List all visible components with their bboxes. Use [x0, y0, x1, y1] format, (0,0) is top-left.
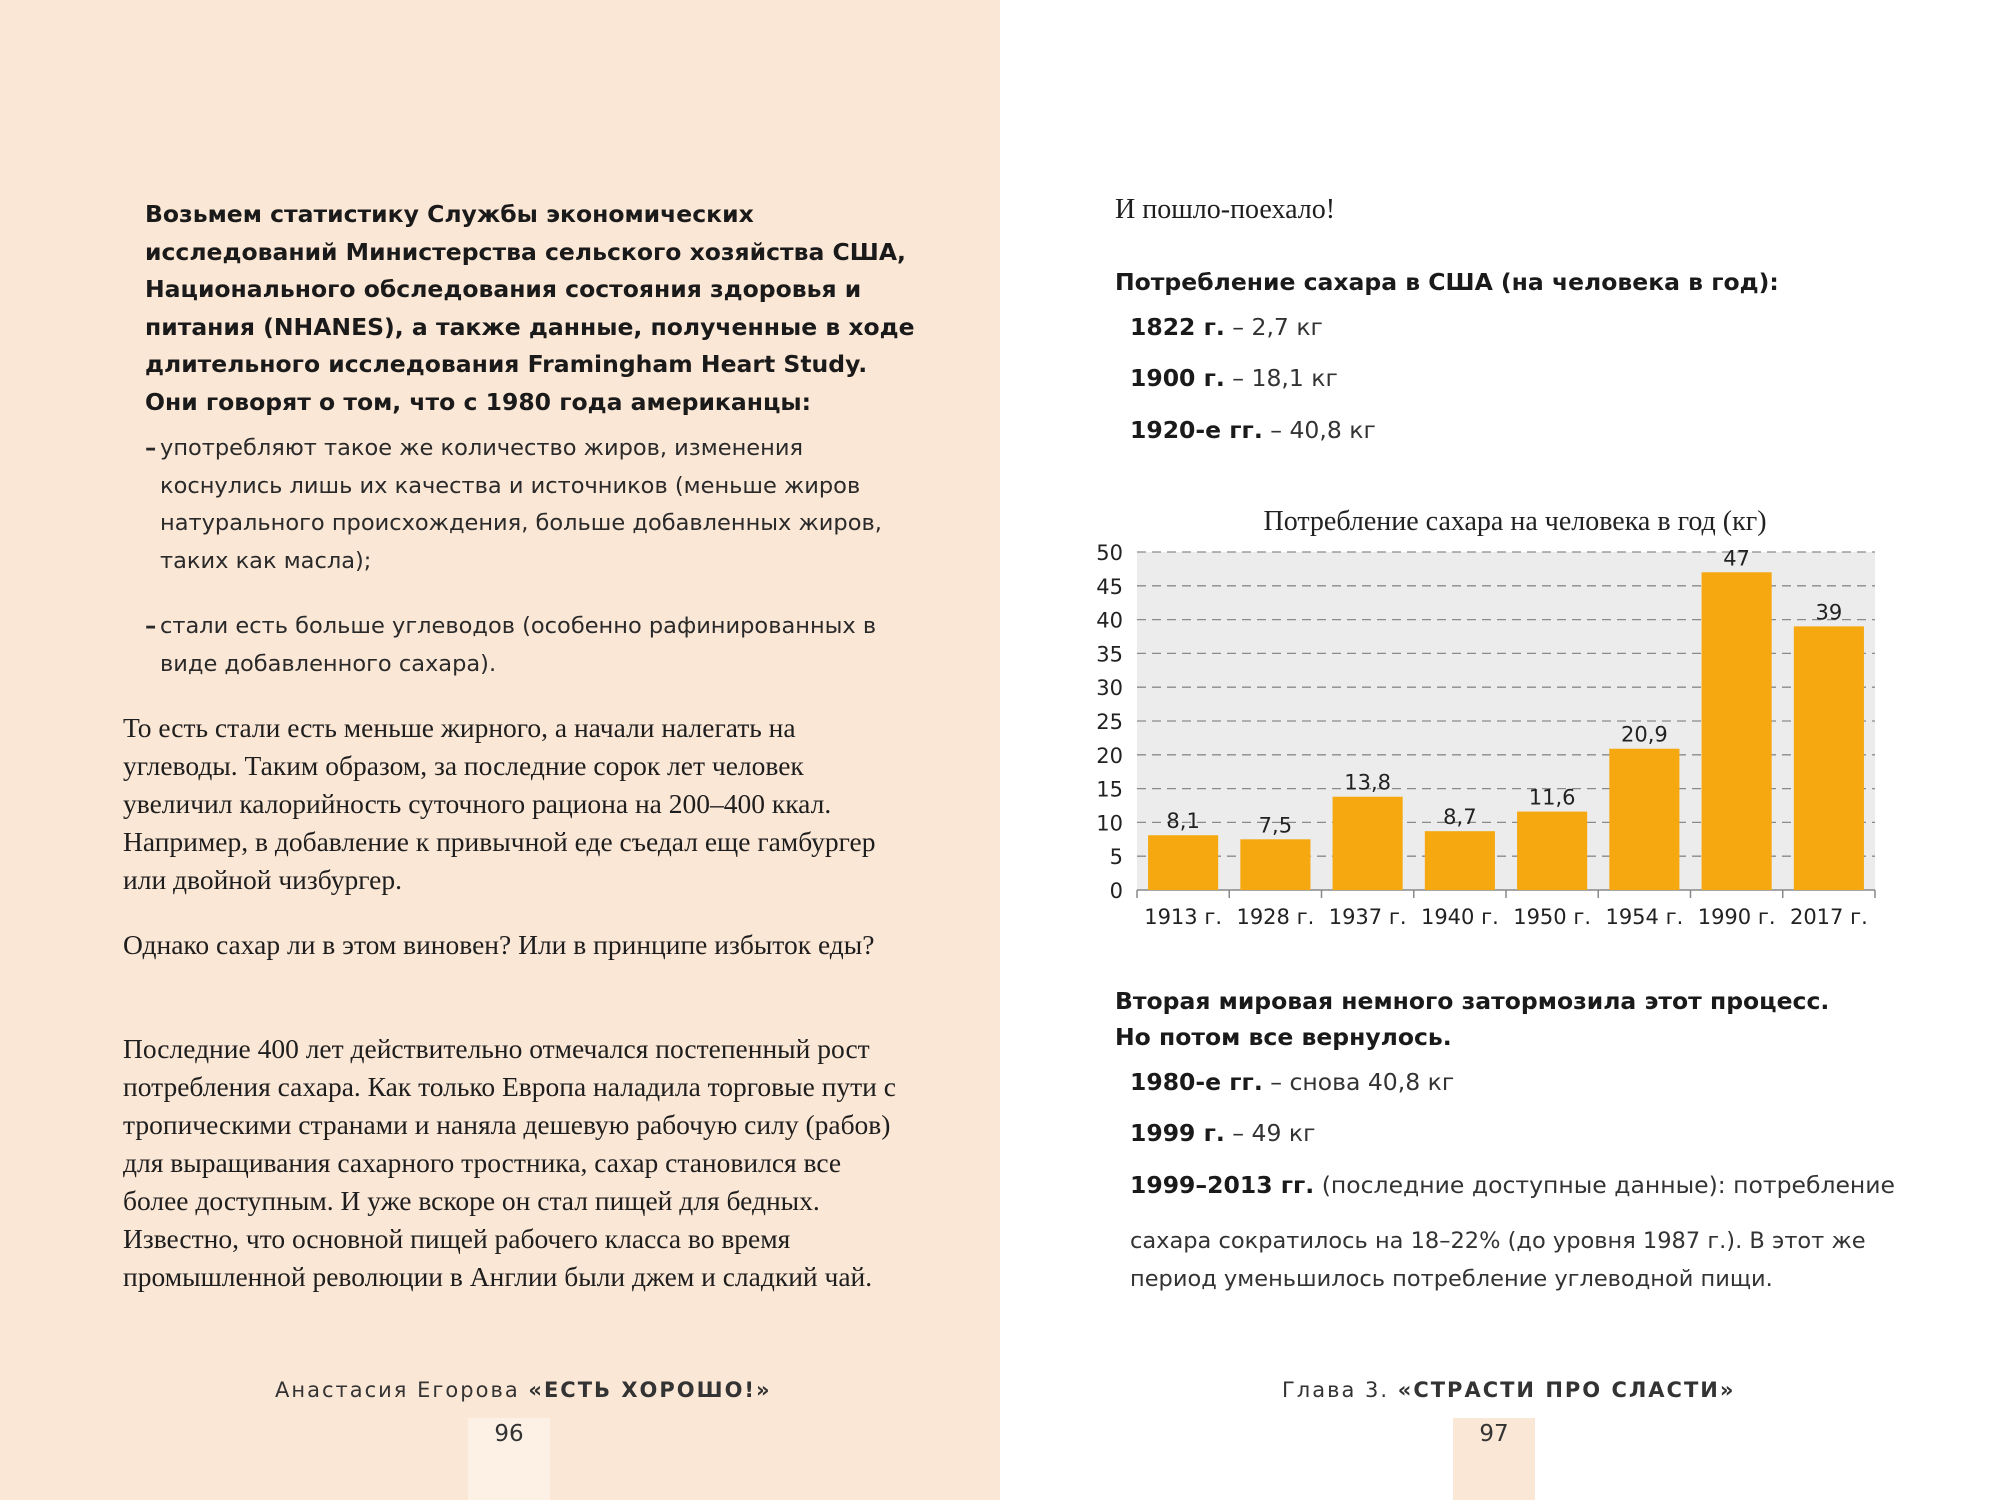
- footer-chapter-title: «СТРАСТИ ПРО СЛАСТИ»: [1397, 1378, 1736, 1402]
- x-tick-label: 1940 г.: [1420, 905, 1499, 929]
- bullet-dash: –: [145, 435, 157, 461]
- note-paragraph: сахара сократилось на 18–22% (до уровня 1987 г.). В этот же период уменьшилось потребление углеводной пищи.: [1130, 1228, 1866, 1292]
- data-label: 13,8: [1344, 770, 1392, 795]
- sugar-consumption-chart: [1075, 495, 1895, 945]
- x-tick-label: 1928 г.: [1236, 905, 1315, 929]
- data-label: 7,5: [1258, 813, 1293, 838]
- y-tick-label: 35: [1096, 642, 1123, 667]
- bar-6: [1609, 749, 1679, 890]
- stat-item: [1130, 1119, 1315, 1147]
- bar-7: [1702, 572, 1772, 890]
- stat-item: [1130, 1171, 1895, 1199]
- x-tick-label: 1990 г.: [1697, 905, 1776, 929]
- x-tick-label: 1954 г.: [1605, 905, 1684, 929]
- data-label: 8,1: [1166, 809, 1200, 834]
- data-label: 39: [1815, 600, 1843, 625]
- subhead-ww2-line1: Вторая мировая немного затормозила этот процесс.: [1115, 987, 1830, 1015]
- stat-item: [1130, 1068, 1454, 1096]
- stat-value: – 18,1 кг: [1232, 364, 1338, 392]
- body-paragraph-2: Однако сахар ли в этом виновен? Или в принципе избыток еды?: [123, 929, 875, 960]
- y-tick-label: 45: [1096, 574, 1123, 599]
- stat-label: 1822 г.: [1130, 313, 1225, 341]
- stat-value: – 2,7 кг: [1232, 313, 1323, 341]
- stat-label: 1980-е гг.: [1130, 1068, 1263, 1096]
- x-tick-label: 2017 г.: [1789, 905, 1868, 929]
- body-paragraph-3: Последние 400 лет действительно отмечался постепенный рост потребления сахара. Как только Европа наладила торговые пути с тропическими странами и наняла дешевую рабочую силу (рабов) для выращивания сахарного тростника, сахар становился все более доступным. И уже вскоре он стал пищей для бедных. Известно, что основной пищей рабочего класса во время промышленной революции в Англии были джем и сладкий чай.: [123, 1033, 896, 1292]
- stat-value: – 49 кг: [1232, 1119, 1316, 1147]
- y-tick-label: 10: [1096, 811, 1123, 836]
- bar-5: [1517, 812, 1587, 890]
- body-paragraph-1: То есть стали есть меньше жирного, а начали налегать на углеводы. Таким образом, за последние сорок лет человек увеличил калорийность суточного рациона на 200–400 ккал. Например, в добавление к привычной еде съедал еще гамбургер или двойной чизбургер.: [123, 712, 876, 895]
- footer-author: Анастасия Егорова: [275, 1378, 520, 1402]
- stat-label: 1920-е гг.: [1130, 416, 1263, 444]
- data-label: 11,6: [1528, 785, 1576, 810]
- stat-item: [1130, 364, 1338, 392]
- bar-2: [1240, 839, 1310, 890]
- list-item: [145, 430, 915, 580]
- footer-right: [1282, 1378, 1735, 1402]
- page-number-left: 96: [494, 1421, 524, 1447]
- chart-title: Потребление сахара на человека в год (кг): [1263, 506, 1767, 537]
- bar-8: [1794, 626, 1864, 890]
- x-tick-label: 1937 г.: [1328, 905, 1407, 929]
- footer-left: [275, 1378, 772, 1402]
- intro-paragraph: Возьмем статистику Службы экономических исследований Министерства сельского хозяйства США, Национального обследования состояния здоровья и питания (NHANES), а также данные, полученные в ходе длительного исследования Framingham Heart Study. Они говорят о том, что с 1980 года американцы:: [145, 200, 915, 416]
- bar-4: [1425, 831, 1495, 890]
- footer-book-title: «ЕСТЬ ХОРОШО!»: [528, 1378, 772, 1402]
- bar-1: [1148, 835, 1218, 890]
- data-label: 8,7: [1443, 805, 1477, 830]
- bar-3: [1333, 797, 1403, 890]
- y-tick-label: 20: [1096, 743, 1123, 768]
- list-item: [145, 608, 915, 683]
- y-tick-label: 30: [1096, 676, 1123, 701]
- stat-label: 1900 г.: [1130, 364, 1225, 392]
- subhead-ww2-line2: Но потом все вернулось.: [1115, 1023, 1452, 1051]
- data-label: 20,9: [1620, 722, 1668, 747]
- y-tick-label: 15: [1096, 777, 1123, 802]
- stat-label: 1999–2013 гг.: [1130, 1171, 1315, 1199]
- y-tick-label: 25: [1096, 710, 1123, 734]
- chart-body: [1096, 541, 1875, 929]
- stat-value: – снова 40,8 кг: [1270, 1068, 1455, 1096]
- bullet-text: употребляют такое же количество жиров, изменения коснулись лишь их качества и источников (меньше жиров натурального происхождения, больше добавленных жиров, таких как масла);: [160, 435, 882, 574]
- data-label: 47: [1723, 546, 1750, 571]
- stat-value: – 40,8 кг: [1270, 416, 1376, 444]
- bullet-list: [145, 430, 915, 711]
- stat-item: [1130, 416, 1376, 444]
- bullet-text: стали есть больше углеводов (особенно рафинированных в виде добавленного сахара).: [160, 613, 877, 677]
- y-tick-label: 0: [1109, 879, 1123, 903]
- stat-label: 1999 г.: [1130, 1119, 1225, 1147]
- stat-value: (последние доступные данные): потребление: [1321, 1171, 1896, 1199]
- subhead-usa-consumption: Потребление сахара в США (на человека в год):: [1115, 268, 1779, 296]
- y-tick-label: 5: [1109, 845, 1123, 870]
- lead-line: И пошло-поехало!: [1115, 194, 1336, 225]
- x-tick-label: 1950 г.: [1513, 905, 1592, 929]
- page-number-right: 97: [1479, 1421, 1509, 1447]
- subhead-ww2: [1115, 983, 1875, 1055]
- footer-chapter: Глава 3.: [1282, 1378, 1390, 1402]
- bullet-dash: –: [145, 613, 157, 639]
- stat-item: [1130, 313, 1323, 341]
- y-tick-label: 40: [1096, 608, 1123, 633]
- y-tick-label: 50: [1096, 541, 1123, 565]
- x-tick-label: 1913 г.: [1144, 905, 1223, 929]
- right-page: [1000, 0, 2000, 1500]
